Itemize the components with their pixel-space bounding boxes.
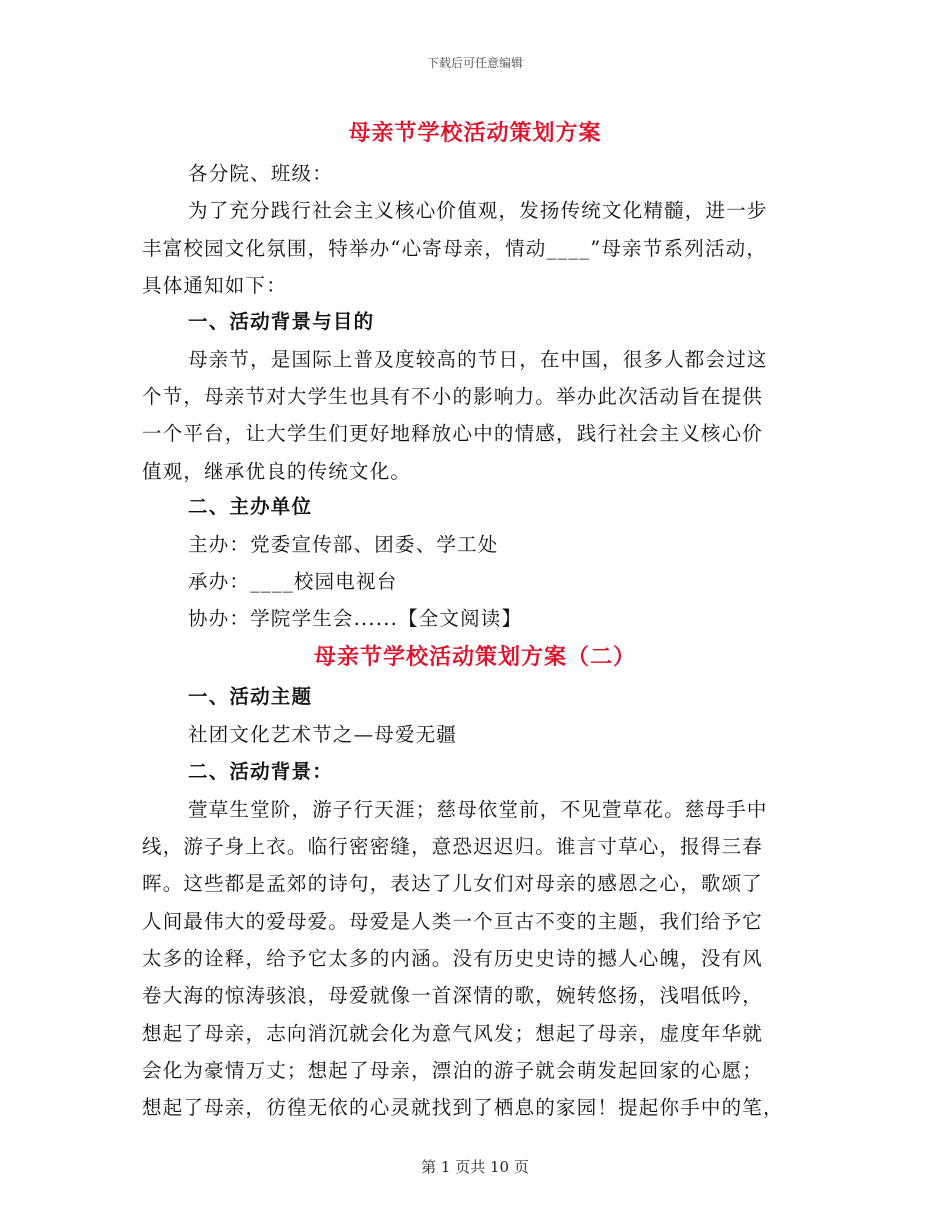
organizer-line: 承办：____校园电视台 (188, 570, 398, 593)
paragraph-line: 个节，母亲节对大学生也具有不小的影响力。举办此次活动旨在提供 (142, 385, 764, 408)
theme-line: 社团文化艺术节之—母爱无疆 (188, 723, 458, 746)
paragraph-line: 萱草生堂阶，游子行天涯；慈母依堂前，不见萱草花。慈母手中 (188, 798, 768, 821)
paragraph-line: 想起了母亲，彷徨无依的心灵就找到了栖息的家园！提起你手中的笔， (142, 1096, 784, 1119)
intro-line: 为了充分践行社会主义核心价值观，发扬传统文化精髓，进一步 (188, 199, 768, 222)
intro-line: 具体通知如下： (142, 274, 287, 297)
document-title-2: 母亲节学校活动策划方案（二） (313, 644, 636, 670)
document-title: 母亲节学校活动策划方案 (348, 120, 602, 146)
paragraph-line: 人间最伟大的爱母爱。母爱是人类一个亘古不变的主题，我们给予它 (142, 910, 764, 933)
paragraph-line: 线，游子身上衣。临行密密缝，意恐迟迟归。谁言寸草心，报得三春 (142, 835, 764, 858)
section-heading: 一、活动背景与目的 (188, 310, 375, 333)
section-heading: 二、主办单位 (188, 495, 313, 518)
section-heading: 二、活动背景： (188, 760, 333, 783)
paragraph-line: 晖。这些都是孟郊的诗句，表达了儿女们对母亲的感恩之心，歌颂了 (142, 872, 764, 895)
read-more-link[interactable]: 协办：学院学生会......【全文阅读】 (188, 607, 523, 630)
intro-line: 丰富校园文化氛围，特举办“心寄母亲，情动____”母亲节系列活动， (142, 237, 768, 260)
paragraph-line: 一个平台，让大学生们更好地释放心中的情感，践行社会主义核心价 (142, 422, 764, 445)
paragraph-line: 卷大海的惊涛骇浪，母爱就像一首深情的歌，婉转悠扬，浅唱低吟， (142, 984, 764, 1007)
page-footer: 第 1 页共 10 页 (421, 1158, 529, 1176)
paragraph-line: 母亲节，是国际上普及度较高的节日，在中国，很多人都会过这 (188, 348, 768, 371)
greeting: 各分院、班级： (188, 162, 333, 185)
section-heading: 一、活动主题 (188, 685, 313, 708)
paragraph-line: 值观，继承优良的传统文化。 (142, 460, 412, 483)
paragraph-line: 会化为豪情万丈；想起了母亲，漂泊的游子就会萌发起回家的心愿； (142, 1059, 764, 1082)
organizer-line: 主办：党委宣传部、团委、学工处 (188, 533, 499, 556)
paragraph-line: 太多的诠释，给予它太多的内涵。没有历史史诗的撼人心魄，没有风 (142, 947, 764, 970)
header-note: 下载后可任意编辑 (426, 56, 523, 70)
paragraph-line: 想起了母亲，志向消沉就会化为意气风发；想起了母亲，虚度年华就 (142, 1022, 764, 1045)
